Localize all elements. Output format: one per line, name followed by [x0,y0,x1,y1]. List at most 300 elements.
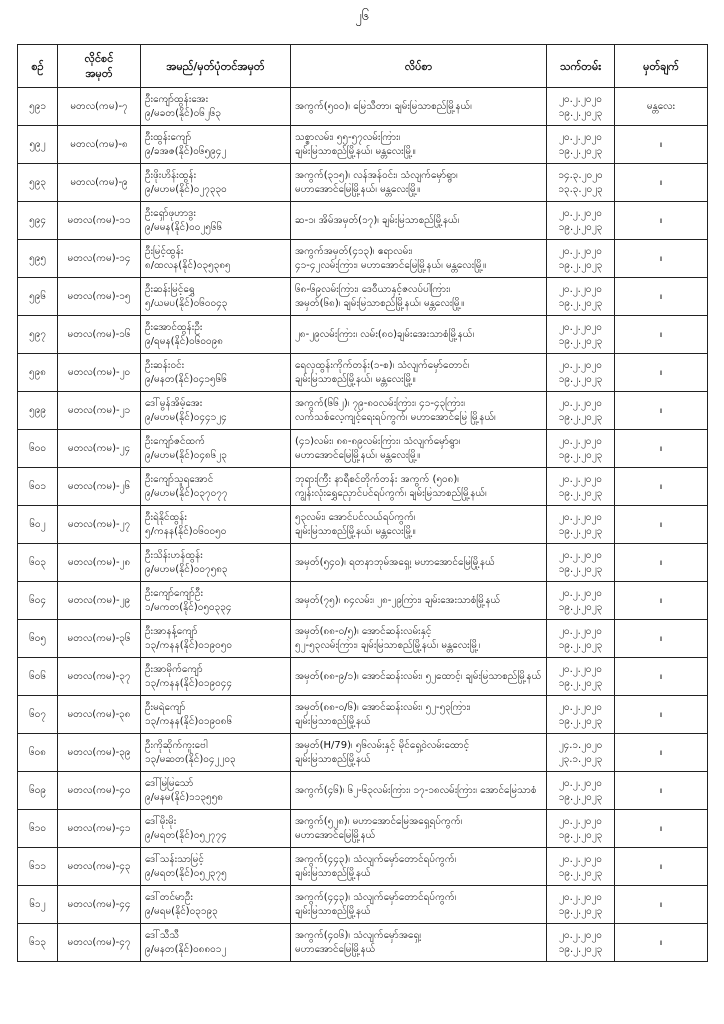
registration-no: ၉/မဟမ(နိုင်)၀၀၇၅၈၃ [145,563,228,575]
address-line: အကွက်(၄၄၃)၊ သံလျက်မှော်တောင်ရပ်ကွက်၊ [295,891,457,903]
remark-cell: ။ [615,886,708,924]
validity-end-date: ၁၉.၂.၂၀၂၃ [558,943,603,955]
address-cell [291,278,547,316]
validity-start-date: ၂၀.၂.၂၀၂၀ [559,359,602,371]
validity-start-date: ၂၀.၂.၂၀၂၀ [559,587,602,599]
address-cell [291,848,547,886]
validity-start-date: ၂၀.၂.၂၀၂၀ [559,511,602,523]
address-cell [291,392,547,430]
validity-cell [547,430,615,468]
serial-no-cell: ၅၉၉ [18,392,58,430]
serial-no-cell: ၆၀၉ [18,772,58,810]
remark-cell: ။ [615,392,708,430]
serial-no-cell: ၅၉၇ [18,316,58,354]
holder-name: ဦးအာနန့်ကျော် [145,625,198,637]
validity-start-date: ၂၀.၂.၂၀၂၀ [559,663,602,675]
name-registration-cell [141,734,291,772]
address-line: သစ္စာလမ်း၊ ၅၅-၅၇လမ်းကြား၊ [295,131,401,143]
registration-no: ၉/မဟမ(နိုင်)၀၄၈၆၂၃ [145,449,227,461]
remark-cell: ။ [615,544,708,582]
address-line: အမှတ်(၈၈-ဝ/၅)၊ အောင်ဆန်းလမ်းနှင့် [295,625,432,637]
remark-cell: ။ [615,696,708,734]
address-line: ရေလှထွန်းကိုက်တန်း(၁-စ)၊ သံလျက်မှော်တောင်၊ [295,359,470,371]
remark-cell: ။ [615,810,708,848]
remark-cell: ။ [615,658,708,696]
validity-end-date: ၁၉.၂.၂၀၂၃ [558,867,603,879]
validity-end-date: ၁၉.၂.၂၀၂၃ [558,601,603,613]
remark-cell: ။ [615,278,708,316]
name-registration-cell [141,354,291,392]
name-registration-cell [141,278,291,316]
validity-cell [547,848,615,886]
license-no-cell: မတလ(ကမ)-၄၃ [58,848,141,886]
validity-end-date: ၁၉.၂.၂၀၂၃ [558,335,603,347]
address-cell [291,88,547,126]
serial-no-cell: ၆၀၁ [18,468,58,506]
address-cell [291,430,547,468]
table-row [18,848,708,886]
header-name-registration: အမည်/မှတ်ပုံတင်အမှတ် [141,45,291,88]
remark-cell: ။ [615,772,708,810]
license-no-cell: မတလ(ကမ)-၇ [58,88,141,126]
license-no-cell: မတလ(ကမ)-၄၄ [58,886,141,924]
table-row [18,734,708,772]
name-registration-cell [141,924,291,962]
address-cell [291,468,547,506]
table-row [18,582,708,620]
address-line: ချမ်းမြသာစည်မြို့နယ် [295,715,371,727]
holder-name: ဦးဖိုးဟိန်းထွန်း [145,169,197,181]
validity-end-date: ၁၉.၂.၂၀၂၃ [558,677,603,689]
table-row [18,126,708,164]
holder-name: ဒေါ်မိုးမိုး [145,815,177,827]
table-row [18,468,708,506]
address-line: အကွက်(၃၁၅)၊ လန်အန်ဝင်း၊ သံလျက်မှော်ရွာ၊ [295,169,458,181]
validity-cell [547,924,615,962]
address-cell [291,658,547,696]
registration-no: ၉/မနတ(နိုင်)၀၈၈၀၁၂ [145,943,227,955]
registration-no: ၉/မရတ(နိုင်)၀၅၂၇၇၄ [145,829,227,841]
registration-no: ၈/ထလန(နိုင်)၀၃၅၃၈၅ [145,259,231,271]
address-line: မဟာအောင်မြေမြို့နယ် [295,829,376,841]
registration-no: ၁၃/ကနန(နိုင်)၀၁၉၀၅၀ [145,639,233,651]
license-no-cell: မတလ(ကမ)-၂၀ [58,354,141,392]
remark-cell: ။ [615,924,708,962]
address-cell [291,620,547,658]
address-line: ၂၈-၂၉လမ်းကြား၊ လမ်း(၈၀)ချမ်းအေးသာစံမြို့နယ်၊ [295,328,475,340]
name-registration-cell [141,88,291,126]
address-line: အမှတ်(၈၈-ဝ/၆)၊ အောင်ဆန်းလမ်း၊ ၅၂-၅၃ကြား၊ [295,701,471,713]
remark-cell: ။ [615,240,708,278]
serial-no-cell: ၆၀၀ [18,430,58,468]
holder-name: ဦးမရဲကျော် [145,701,186,713]
address-cell [291,886,547,924]
address-cell [291,126,547,164]
header-license-line: လိုင်စင် [84,52,114,65]
address-line: (၄၁)လမ်း၊ ၈၈-၈၉လမ်းကြား၊ သံလျက်မှော်ရွာ၊ [295,435,461,447]
validity-start-date: ၂၀.၂.၂၀၂၀ [559,549,602,561]
validity-cell [547,392,615,430]
name-registration-cell [141,164,291,202]
validity-start-date: ၂၀.၂.၂၀၂၀ [559,891,602,903]
address-line: အမှတ်(၆၈)၊ ချမ်းမြသာစည်မြို့နယ်၊ မန္တလေးမြို့။ [295,297,465,309]
license-no-cell: မတလ(ကမ)-၃၈ [58,696,141,734]
holder-name: ဦးအောင်ထွန်းဦး [145,321,203,333]
page-number: ၂၆ [355,9,369,24]
name-registration-cell [141,582,291,620]
serial-no-cell: ၆၁၀ [18,810,58,848]
registration-no: ၁/မကတ(နိုင်)၀၅၀၃၃၄ [145,601,232,613]
address-line: မဟာအောင်မြေမြို့နယ် [295,943,376,955]
license-register-table [17,44,708,962]
address-cell [291,582,547,620]
validity-start-date: ၂၀.၂.၂၀၂၀ [559,929,602,941]
address-line: ဘုရားကြီး နာရီစင်တိုက်တန်း အကွက် (၅၀၈)၊ [295,473,459,485]
validity-cell [547,278,615,316]
validity-end-date: ၁၉.၂.၂၀၂၃ [558,791,603,803]
remark-cell: ။ [615,734,708,772]
address-cell [291,772,547,810]
validity-cell [547,696,615,734]
registration-no: ၉/ရမန(နိုင်)၀၆၀၀၉၈ [145,335,223,347]
validity-end-date: ၂၃.၁.၂၀၂၃ [558,753,603,765]
holder-name: ဒေါ်မြမြသော် [145,777,194,789]
license-no-cell: မတလ(ကမ)-၁၁ [58,202,141,240]
validity-cell [547,658,615,696]
address-cell [291,354,547,392]
name-registration-cell [141,506,291,544]
name-registration-cell [141,468,291,506]
validity-end-date: ၁၉.၂.၂၀၂၃ [558,107,603,119]
remark-cell: ။ [615,468,708,506]
name-registration-cell [141,544,291,582]
table-row [18,620,708,658]
license-no-cell: မတလ(ကမ)-၂၉ [58,582,141,620]
validity-start-date: ၂၄.၁.၂၀၂၀ [558,739,603,751]
registration-no: ၁၃/ကနန(နိုင်)၀၁၉၀၄၄ [145,677,233,689]
serial-no-cell: ၅၉၃ [18,164,58,202]
address-line: ချမ်းမြသာစည်မြို့နယ် [295,753,371,765]
validity-end-date: ၁၉.၂.၂၀၂၃ [558,487,603,499]
remark-cell: ။ [615,164,708,202]
serial-no-cell: ၅၉၁ [18,88,58,126]
name-registration-cell [141,430,291,468]
validity-end-date: ၁၉.၂.၂၀၂၃ [558,639,603,651]
name-registration-cell [141,696,291,734]
validity-start-date: ၂၀.၂.၂၀၂၀ [559,777,602,789]
serial-no-cell: ၅၉၈ [18,354,58,392]
registration-no: ၁၃/မဆတ(နိုင်)၀၄၂၂၀၃ [145,753,236,765]
validity-start-date: ၂၀.၂.၂၀၂၀ [559,625,602,637]
validity-cell [547,164,615,202]
validity-end-date: ၁၉.၂.၂၀၂၃ [558,145,603,157]
holder-name: ဦးကိုဆိုက်ကူးဗေါ [145,739,208,751]
table-row [18,202,708,240]
validity-start-date: ၂၀.၂.၂၀၂၀ [559,397,602,409]
table-row [18,886,708,924]
table-row [18,240,708,278]
address-line: ၄၁-၄၂လမ်းကြား၊ မဟာအောင်မြေမြို့နယ်၊ မန္တလေးမြို့။ [295,259,487,271]
validity-end-date: ၁၉.၂.၂၀၂၃ [558,411,603,423]
registration-no: ၉/မရတ(နိုင်)၀၅၂၃၇၅ [145,867,227,879]
validity-cell [547,772,615,810]
holder-name: ဦးဆန်းမြင့်ရွှေ [145,283,195,295]
validity-start-date: ၂၀.၂.၂၀၂၀ [559,131,602,143]
table-body [18,88,708,962]
validity-end-date: ၁၉.၂.၂၀၂၃ [558,221,603,233]
address-line: အကွက်(၆၆၂)၊ ၇၉-၈၀လမ်းကြား၊ ၄၁-၄၃ကြား၊ [295,397,465,409]
serial-no-cell: ၅၉၄ [18,202,58,240]
validity-cell [547,202,615,240]
serial-no-cell: ၆၀၆ [18,658,58,696]
validity-start-date: ၂၀.၂.၂၀၂၀ [559,435,602,447]
validity-start-date: ၂၀.၂.၂၀၂၀ [559,473,602,485]
serial-no-cell: ၅၉၅ [18,240,58,278]
holder-name: ဦးရှော်ဖုဟာဒွး [145,207,196,219]
holder-name: ဒေါ်သီသီ [145,929,180,941]
validity-cell [547,620,615,658]
address-line: ၅၂-၅၃လမ်းကြား၊ ချမ်းမြသာစည်မြို့နယ်၊ မန္တလေးမြို့၊ [295,639,481,651]
remark-cell: ။ [615,430,708,468]
name-registration-cell [141,810,291,848]
address-line: ချမ်းမြသာစည်မြို့နယ်၊ မန္တလေးမြို့။ [295,525,416,537]
validity-cell [547,240,615,278]
address-cell [291,924,547,962]
registration-no: ၉/ခအဇ(နိုင်)၀၆၅၉၄၂ [145,145,227,157]
address-line: အကွက်(၅၀၀)၊ မြေသီတာ၊ ချမ်းမြသာစည်မြို့နယ်၊ [295,100,472,112]
validity-cell [547,734,615,772]
license-no-cell: မတလ(ကမ)-၃၆ [58,620,141,658]
table-row [18,924,708,962]
holder-name: ဒေါ်တင်မာဦး [145,891,193,903]
validity-cell [547,582,615,620]
name-registration-cell [141,658,291,696]
table-row [18,810,708,848]
validity-start-date: ၂၀.၂.၂၀၂၀ [559,321,602,333]
registration-no: ၉/မရမ(နိုင်)၀၃၁၉၃ [145,905,218,917]
validity-start-date: ၂၀.၂.၂၀၂၀ [559,701,602,713]
validity-cell [547,468,615,506]
address-line: မဟာအောင်မြေမြို့နယ်၊ မန္တလေးမြို့။ [295,183,421,195]
table-row [18,544,708,582]
serial-no-cell: ၆၀၈ [18,734,58,772]
address-line: ၅၃လမ်း၊ အောင်ပင်လယ်ရပ်ကွက်၊ [295,511,416,523]
table-header [18,45,708,88]
name-registration-cell [141,848,291,886]
table-row [18,392,708,430]
name-registration-cell [141,316,291,354]
remark-cell: ။ [615,620,708,658]
remark-cell: ။ [615,126,708,164]
license-no-cell: မတလ(ကမ)-၈ [58,126,141,164]
serial-no-cell: ၆၀၂ [18,506,58,544]
validity-start-date: ၂၀.၂.၂၀၂၀ [559,815,602,827]
validity-end-date: ၁၉.၂.၂၀၂၃ [558,525,603,537]
validity-start-date: ၂၀.၂.၂၀၂၀ [559,207,602,219]
registration-no: ၉/မနတ(နိုင်)၀၄၁၅၆၆ [145,373,227,385]
address-cell [291,240,547,278]
name-registration-cell [141,772,291,810]
address-line: အကွက်(၄၆)၊ ၆၂-၆၃လမ်းကြား၊ ၁၇-၁၈လမ်းကြား၊ အောင်မြေသာစံ [295,784,537,796]
holder-name: ဦးအာမိုက်ကျော် [145,663,203,675]
table-row [18,354,708,392]
validity-cell [547,506,615,544]
remark-cell: ။ [615,848,708,886]
validity-cell [547,316,615,354]
header-address: လိပ်စာ [291,45,547,88]
address-line: အကွက်(၅၂၈)၊ မဟာအောင်မြေအရှေ့ရပ်ကွက်၊ [295,815,463,827]
header-validity: သက်တမ်း [547,45,615,88]
address-line: ချမ်းမြသာစည်မြို့နယ်၊ မန္တလေးမြို့။ [295,373,416,385]
validity-cell [547,544,615,582]
holder-name: ဦးရဲနိုင်ထွန်း [145,511,187,523]
serial-no-cell: ၆၀၅ [18,620,58,658]
registration-no: ၉/မဟမ(နိုင်)၀၂၇၃၃၀ [145,183,227,195]
serial-no-cell: ၆၀၄ [18,582,58,620]
address-cell [291,316,547,354]
validity-end-date: ၁၉.၂.၂၀၂၃ [558,259,603,271]
name-registration-cell [141,126,291,164]
registration-no: ၉/မဟမ(နိုင်)၀၃၇၀၇၇ [145,487,228,499]
serial-no-cell: ၆၀၃ [18,544,58,582]
license-no-cell: မတလ(ကမ)-၁၄ [58,240,141,278]
address-cell [291,696,547,734]
holder-name: ဦးကျော်ဇင်ထက် [145,435,205,447]
address-line: လက်သစ်လေ့ကျင့်ရေးရပ်ကွက်၊ မဟာအောင်မြေ မြို့နယ်၊ [295,411,496,423]
validity-end-date: ၁၉.၂.၂၀၂၃ [558,563,603,575]
holder-name: ဦးကျော်ကျော်ဦး [145,587,203,599]
registration-no: ၉/မဟမ(နိုင်)၀၄၄၁၂၄ [145,411,227,423]
name-registration-cell [141,886,291,924]
holder-name: ဦးကျော်သူရအောင် [145,473,214,485]
address-line: မဟာအောင်မြေမြို့နယ်၊ မန္တလေးမြို့။ [295,449,421,461]
remark-cell: ။ [615,354,708,392]
license-no-cell: မတလ(ကမ)-၂၈ [58,544,141,582]
address-cell [291,810,547,848]
name-registration-cell [141,392,291,430]
holder-name: ဦးကျော်ထွန်းအေး [145,93,209,105]
license-no-cell: မတလ(ကမ)-၂၇ [58,506,141,544]
license-no-cell: မတလ(ကမ)-၄၀ [58,772,141,810]
address-cell [291,544,547,582]
header-serial-no: စဉ် [18,45,58,88]
license-no-cell: မတလ(ကမ)-၁၆ [58,316,141,354]
address-cell [291,734,547,772]
registration-no: ၁၃/ကနန(နိုင်)၀၁၉၀၈၆ [145,715,233,727]
address-line: ချမ်းမြသာစည်မြို့နယ်၊ မန္တလေးမြို့။ [295,145,416,157]
validity-end-date: ၁၉.၂.၂၀၂၃ [558,373,603,385]
serial-no-cell: ၆၁၃ [18,924,58,962]
serial-no-cell: ၅၉၆ [18,278,58,316]
license-no-cell: မတလ(ကမ)-၃၇ [58,658,141,696]
remark-cell: ။ [615,316,708,354]
validity-end-date: ၁၃.၃.၂၀၂၃ [558,183,603,195]
remark-cell: ။ [615,582,708,620]
table-row [18,772,708,810]
address-line: ဆ-၁၊ အိမ်အမှတ်(၁၇)၊ ချမ်းမြသာစည်မြို့နယ်၊ [295,214,460,226]
license-no-cell: မတလ(ကမ)-၂၄ [58,430,141,468]
header-license-line: အမှတ် [85,67,113,80]
registration-no: ၅/ယမပ(နိုင်)၀၆၀၀၄၃ [145,297,228,309]
serial-no-cell: ၆၁၁ [18,848,58,886]
holder-name: ဦးဆန်းဝင်း [145,359,185,371]
holder-name: ဦးသိန်းဟန်ထွန်း [145,549,203,561]
table-row [18,278,708,316]
validity-start-date: ၂၀.၂.၂၀၂၀ [559,283,602,295]
address-line: အကွက်အမှတ်(၄၁၃)၊ ဧရာလမ်း၊ [295,245,413,257]
registration-no: ၉/မမန(နိုင်)၀၀၂၅၆၆ [145,221,223,233]
address-line: ချမ်းမြသာစည်မြို့နယ် [295,867,371,879]
license-no-cell: မတလ(ကမ)-၁၅ [58,278,141,316]
table-row [18,316,708,354]
license-no-cell: မတလ(ကမ)-၂၆ [58,468,141,506]
address-line: အမှတ်(H/79)၊ ၅၆လမ်းနှင့် မိုင်ရှေ့ဝဲလမ်းထောင့် [295,739,470,751]
table-row [18,658,708,696]
address-cell [291,202,547,240]
table-row [18,164,708,202]
holder-name: ဒေါ်သန်းသာမြင့် [145,853,204,865]
name-registration-cell [141,620,291,658]
validity-cell [547,810,615,848]
validity-end-date: ၁၉.၂.၂၀၂၃ [558,905,603,917]
validity-cell [547,354,615,392]
validity-cell [547,126,615,164]
address-line: အမှတ်(၈၈-၉/၁)၊ အောင်ဆန်းလမ်း၊ ၅၂ထောင့်၊ ချမ်းမြသာစည်မြို့နယ် [295,670,542,682]
name-registration-cell [141,240,291,278]
validity-start-date: ၂၀.၂.၂၀၂၀ [559,93,602,105]
address-line: ချမ်းမြသာစည်မြို့နယ် [295,905,371,917]
remark-cell: မန္တလေး [615,88,708,126]
license-no-cell: မတလ(ကမ)-၂၁ [58,392,141,430]
serial-no-cell: ၆၀၇ [18,696,58,734]
registration-no: ၉/မခတ(နိုင်)၀၆၂၆၃ [145,107,221,119]
table-row [18,506,708,544]
address-line: အမှတ်(၇၅)၊ ၈၄လမ်း၊ ၂၈-၂၉ကြား၊ ချမ်းအေးသာစံမြို့နယ် [295,594,501,606]
address-line: အကွက်(၄၀၆)၊ သံလျက်မှော်အရှေ့၊ [295,929,421,941]
name-registration-cell [141,202,291,240]
remark-cell: ။ [615,506,708,544]
license-no-cell: မတလ(ကမ)-၉ [58,164,141,202]
license-no-cell: မတလ(ကမ)-၄၁ [58,810,141,848]
serial-no-cell: ၅၉၂ [18,126,58,164]
validity-start-date: ၂၀.၂.၂၀၂၀ [559,853,602,865]
license-no-cell: မတလ(ကမ)-၃၉ [58,734,141,772]
validity-end-date: ၁၉.၂.၂၀၂၃ [558,297,603,309]
holder-name: ဒေါ်မွန်အိမ့်အေး [145,397,203,409]
address-line: ၆၈-၆၉လမ်းကြား၊ ဒေဝီယာနှင့်ဇလပ်ပါကြား၊ [295,283,451,295]
address-line: အကွက်(၄၄၃)၊ သံလျက်မှော်တောင်ရပ်ကွက်၊ [295,853,457,865]
validity-end-date: ၁၉.၂.၂၀၂၃ [558,829,603,841]
address-cell [291,506,547,544]
serial-no-cell: ၆၁၂ [18,886,58,924]
header-license-no [58,45,141,88]
validity-end-date: ၁၉.၂.၂၀၂၃ [558,715,603,727]
holder-name: ဦးမြင့်ထွန်း [145,245,184,257]
registration-no: ၉/မနမ(နိုင်)၁၁၃၅၅၈ [145,791,223,803]
registration-no: ၅/ကနန(နိုင်)၀၆၀၀၅၀ [145,525,227,537]
header-row [18,45,708,88]
table-row [18,696,708,734]
address-cell [291,164,547,202]
remark-cell: ။ [615,202,708,240]
holder-name: ဦးထွန်းကျော် [145,131,192,143]
header-remark: မှတ်ချက် [615,45,708,88]
table-row [18,430,708,468]
address-line: ကျွန်းလုံးရွှေညှောင်ပင်ရပ်ကွက်၊ ချမ်းမြသာစည်မြို့နယ်၊ [295,487,487,499]
validity-start-date: ၂၀.၂.၂၀၂၀ [559,245,602,257]
validity-cell [547,88,615,126]
license-no-cell: မတလ(ကမ)-၄၇ [58,924,141,962]
